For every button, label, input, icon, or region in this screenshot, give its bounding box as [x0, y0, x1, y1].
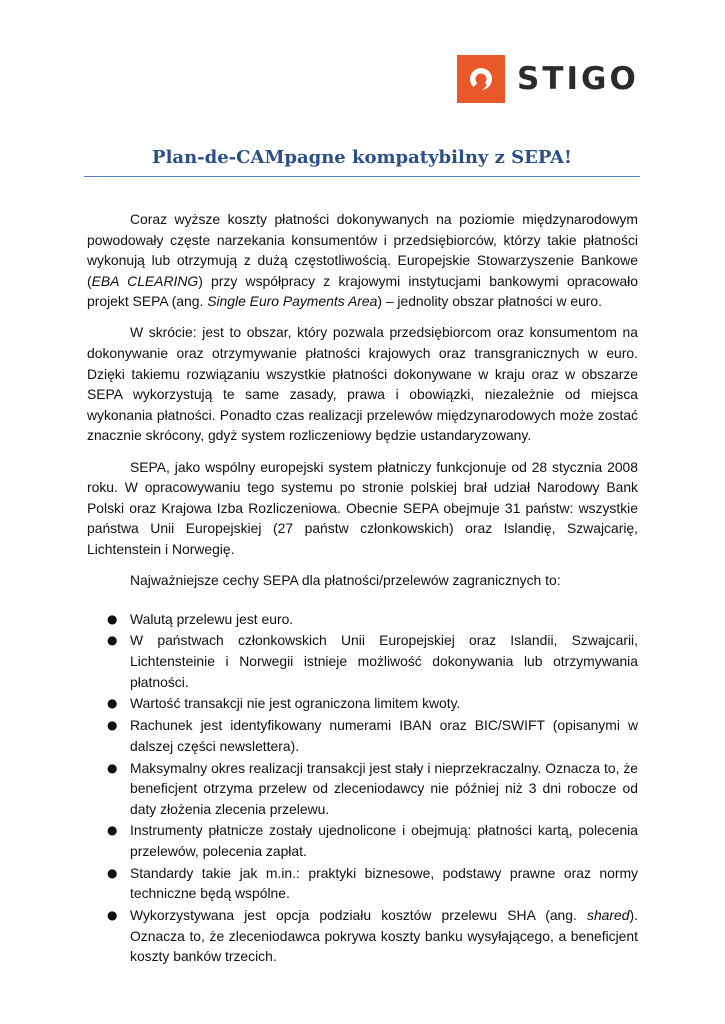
bullet-icon: ● [107, 696, 118, 711]
text-segment: ). Oznacza to, że zleceniodawca pokrywa koszty banku wysyłającego, a beneficjent koszty banków trzecich. [130, 907, 638, 965]
body-paragraph [87, 209, 638, 312]
bullet-icon: ● [107, 823, 118, 838]
italic-text: shared [587, 907, 630, 924]
paragraphs [87, 209, 638, 591]
list-item [87, 758, 638, 820]
bullet-icon: ● [107, 908, 118, 923]
text-segment: SEPA, jako wspólny europejski system płatniczy funkcjonuje od 28 stycznia 2008 roku. W opracowywaniu tego systemu po stronie polskiej brał udział Narodowy Bank Polski oraz Krajowa Izba Rozliczeniowa. Obecnie SEPA obejmuje 31 państw: wszystkie państwa Unii Europejskiej (27 państw członkowskich) oraz Islandię, Szwajcarię, Lichtenstein i Norwegię. [87, 458, 638, 557]
text-segment: W skrócie: jest to obszar, który pozwala przedsiębiorcom oraz konsumentom na dokonywanie oraz otrzymywanie płatności krajowych oraz transgranicznych w euro. Dzięki takiemu rozwiązaniu wszystkie płatności dokonywane w kraju oraz w obszarze SEPA wykorzystują te same zasady, prawa i obowiązki, niezależnie od miejsca wykonania płatności. Ponadto czas realizacji przelewów międzynarodowych może zostać znacznie skrócony, gdyż system rozliczeniowy będzie ustandaryzowany. [87, 324, 638, 444]
italic-text: EBA CLEARING [91, 272, 199, 289]
features-list [87, 609, 638, 967]
list-item [87, 863, 638, 904]
stigo-logo-mark-icon [457, 55, 505, 103]
list-item [87, 693, 638, 714]
italic-text: Single Euro Payments Area [207, 293, 378, 310]
text-segment: Najważniejsze cechy SEPA dla płatności/przelewów zagranicznych to: [130, 572, 561, 588]
bullet-icon: ● [107, 760, 118, 775]
text-segment: ) – jednolity obszar płatności w euro. [377, 293, 603, 310]
text-segment: ) przy współpracy z krajowymi instytucjami bankowymi opracowało projekt SEPA (ang. [87, 272, 638, 310]
bullet-icon: ● [107, 865, 118, 880]
list-item [87, 820, 638, 861]
list-item [87, 609, 638, 630]
text-segment: W państwach członkowskich Unii Europejskiej oraz Islandii, Szwajcarii, Lichtensteinie i Norwegii istnieje możliwość dokonywania lub otrzymywania płatności. [130, 632, 638, 690]
stigo-logo-text: STIGO [517, 61, 639, 97]
text-segment: Coraz wyższe koszty płatności dokonywanych na poziomie międzynarodowym powodowały częste narzekania konsumentów i przedsiębiorców, którzy takie płatności wykonują lub otrzymują z dużą częstotliwością. Europejskie Stowarzyszenie Bankowe ( [87, 211, 638, 289]
text-segment: Wartość transakcji nie jest ograniczona limitem kwoty. [130, 695, 461, 712]
text-segment: Walutą przelewu jest euro. [130, 610, 294, 627]
bullet-icon: ● [107, 633, 118, 648]
body-paragraph [87, 322, 638, 446]
title-underline [84, 176, 640, 177]
bullet-icon: ● [107, 611, 118, 626]
document-title: Plan-de-CAMpagne kompatybilny z SEPA! [152, 147, 572, 168]
bullet-icon: ● [107, 718, 118, 733]
stigo-logo [457, 55, 639, 103]
text-segment: Instrumenty płatnicze zostały ujednolicone i obejmują: płatności kartą, polecenia przelewów, polecenia zapłat. [130, 822, 638, 860]
text-segment: Wykorzystywana jest opcja podziału kosztów przelewu SHA (ang. [130, 907, 588, 924]
list-item [87, 630, 638, 692]
text-segment: Standardy takie jak m.in.: praktyki biznesowe, podstawy prawne oraz normy techniczne będą wspólne. [130, 864, 638, 902]
text-segment: Maksymalny okres realizacji transakcji jest stały i nieprzekraczalny. Oznacza to, że beneficjent otrzyma przelew od zleceniodawcy nie później niż 3 dni robocze od daty złożenia zlecenia przelewu. [130, 759, 638, 817]
document-body [87, 209, 638, 968]
body-paragraph [87, 570, 638, 591]
list-item [87, 715, 638, 756]
text-segment: Rachunek jest identyfikowany numerami IBAN oraz BIC/SWIFT (opisanymi w dalszej części newslettera). [130, 717, 638, 754]
body-paragraph [87, 457, 638, 560]
list-item [87, 905, 638, 967]
